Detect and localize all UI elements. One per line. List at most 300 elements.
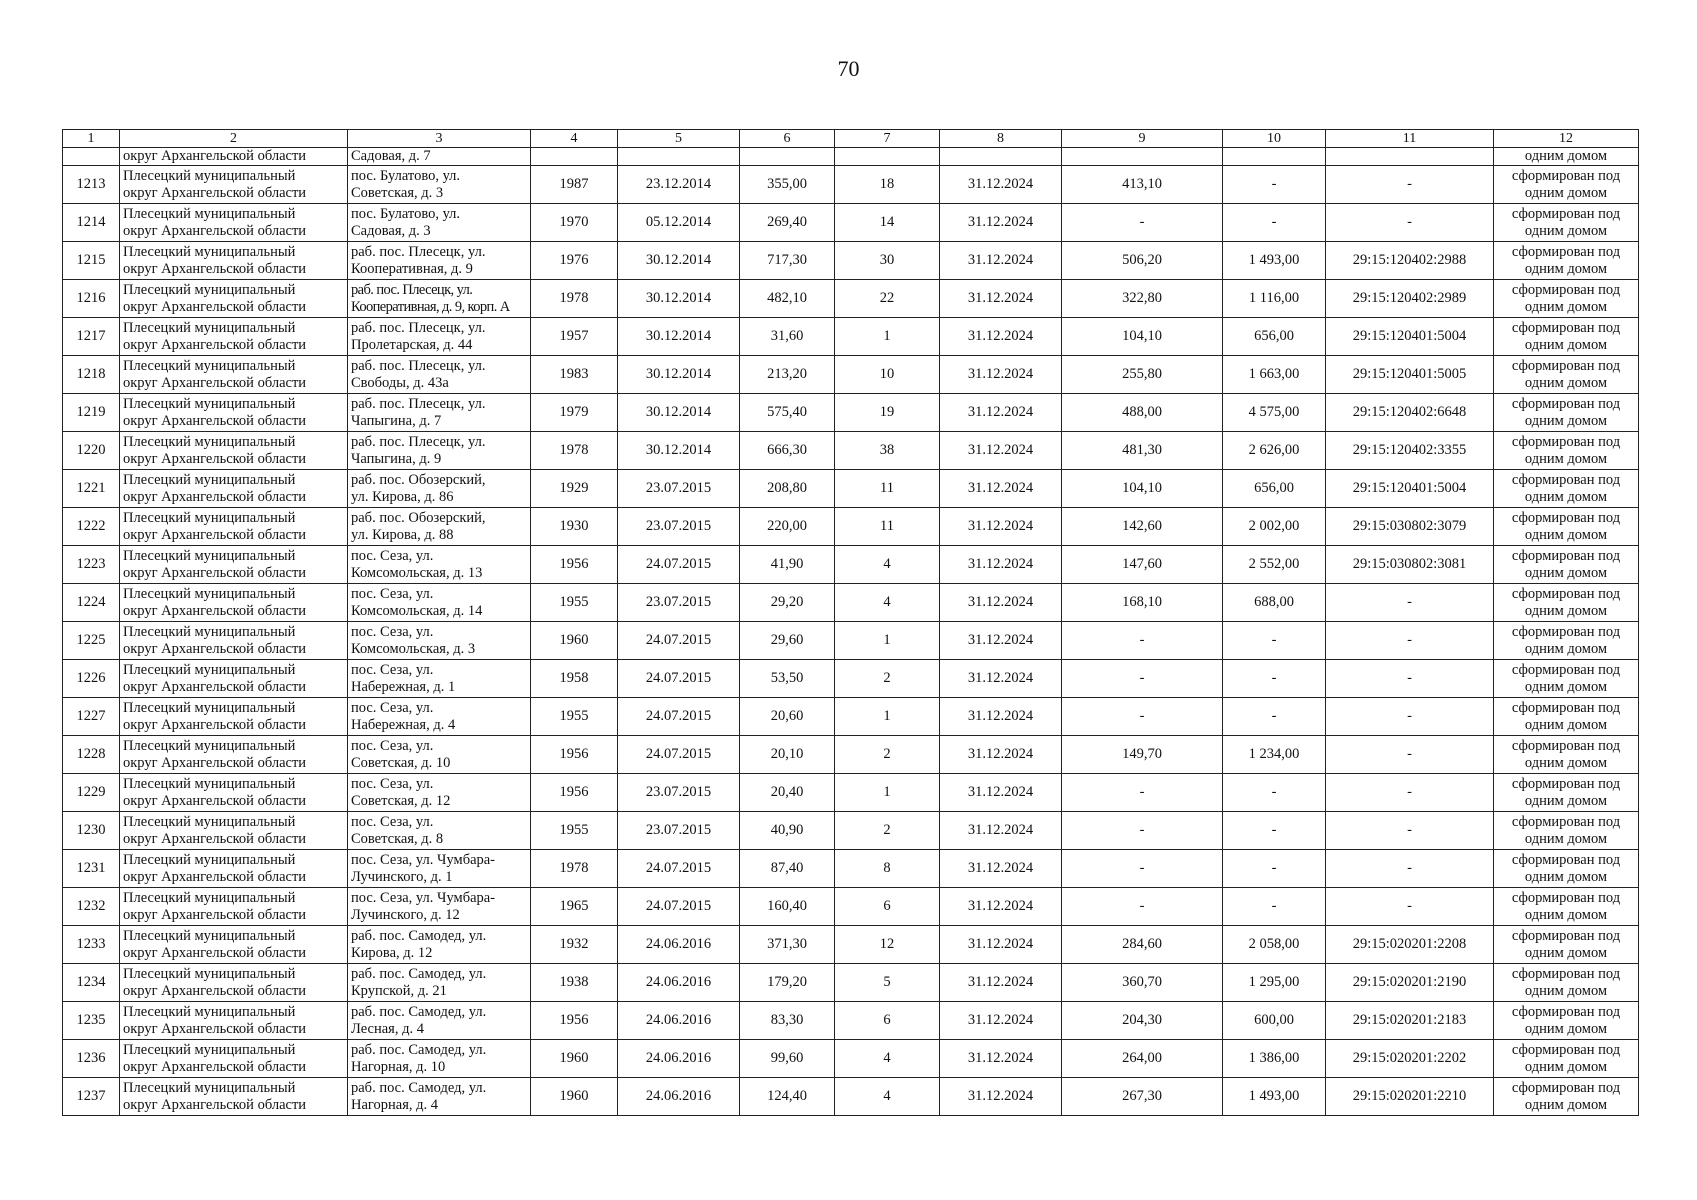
year-text: 1978 (559, 290, 589, 306)
deadline-text: 31.12.2024 (967, 366, 1034, 382)
area-text: 124,40 (767, 1088, 807, 1104)
owner-text: Плесецкий муниципальный округ Архангельской области (123, 775, 307, 809)
area-text: 213,20 (767, 366, 807, 382)
continued-empty-cell (1326, 148, 1494, 166)
table-row (63, 166, 1639, 204)
date-cell (618, 432, 740, 470)
residents-cell (835, 356, 940, 394)
table-row (63, 318, 1639, 356)
address-text: раб. пос. Самодед, ул. Лесная, д. 4 (351, 1003, 487, 1037)
owner-text: Плесецкий муниципальный округ Архангельской области (123, 889, 307, 923)
area-cell (740, 166, 835, 204)
area-cell (740, 356, 835, 394)
deadline-cell (940, 584, 1062, 622)
cadastral-number-text: 29:15:120401:5005 (1352, 366, 1467, 382)
owner-cell (120, 280, 348, 318)
year-text: 1932 (559, 936, 589, 952)
cadastral-number-text: 29:15:120402:2988 (1352, 252, 1467, 268)
year-cell (531, 318, 618, 356)
year-cell (531, 812, 618, 850)
date-cell (618, 1078, 740, 1116)
note-text: сформирован под одним домом (1511, 357, 1621, 391)
deadline-text: 31.12.2024 (967, 594, 1034, 610)
year-text: 1983 (559, 366, 589, 382)
date-text: 24.07.2015 (645, 670, 712, 686)
land-area-cell (1062, 812, 1223, 850)
deadline-text: 31.12.2024 (967, 784, 1034, 800)
residents-text: 2 (883, 822, 891, 838)
cadastral-number-text: - (1407, 594, 1412, 610)
year-text: 1955 (559, 822, 589, 838)
id-text: 1229 (76, 784, 106, 800)
owner-cell (120, 774, 348, 812)
date-text: 30.12.2014 (645, 290, 712, 306)
id-text: 1219 (76, 404, 106, 420)
address-cell (348, 546, 531, 584)
address-cell (348, 888, 531, 926)
date-text: 23.07.2015 (645, 480, 712, 496)
land-area-cell (1062, 356, 1223, 394)
owner-cell (120, 508, 348, 546)
land-area-cell (1062, 1078, 1223, 1116)
year-cell (531, 1040, 618, 1078)
owner-cell (120, 622, 348, 660)
address-cell (348, 166, 531, 204)
table-row (63, 964, 1639, 1002)
note-text: сформирован под одним домом (1511, 1041, 1621, 1075)
cadastral-number-cell (1326, 242, 1494, 280)
owner-cell (120, 812, 348, 850)
column-number: 11 (1326, 130, 1494, 148)
land-area-text: - (1139, 214, 1145, 230)
cost-text: - (1271, 670, 1277, 686)
area-text: 41,90 (770, 556, 804, 572)
continued-note-cell: одним домом (1494, 148, 1639, 166)
owner-text: Плесецкий муниципальный округ Архангельской области (123, 813, 307, 847)
owner-cell (120, 660, 348, 698)
year-cell (531, 584, 618, 622)
deadline-text: 31.12.2024 (967, 1050, 1034, 1066)
year-cell (531, 470, 618, 508)
note-text: сформирован под одним домом (1511, 851, 1621, 885)
year-cell (531, 166, 618, 204)
date-text: 24.07.2015 (645, 708, 712, 724)
cost-cell (1223, 1040, 1326, 1078)
id-cell (63, 470, 120, 508)
land-area-cell (1062, 850, 1223, 888)
cadastral-number-text: 29:15:120401:5004 (1352, 328, 1467, 344)
cadastral-number-text: - (1407, 632, 1412, 648)
land-area-cell (1062, 318, 1223, 356)
address-text: пос. Сеза, ул. Комсомольская, д. 14 (351, 585, 483, 619)
deadline-cell (940, 622, 1062, 660)
address-text: раб. пос. Обозерский, ул. Кирова, д. 86 (351, 471, 486, 505)
owner-text: Плесецкий муниципальный округ Архангельской области (123, 319, 307, 353)
address-text: раб. пос. Самодед, ул. Кирова, д. 12 (351, 927, 487, 961)
cost-text: 1 116,00 (1248, 290, 1300, 306)
cost-text: 2 552,00 (1248, 556, 1300, 572)
year-cell (531, 508, 618, 546)
residents-cell (835, 508, 940, 546)
cost-cell (1223, 660, 1326, 698)
date-cell (618, 242, 740, 280)
note-cell (1494, 812, 1639, 850)
deadline-text: 31.12.2024 (967, 860, 1034, 876)
owner-cell (120, 470, 348, 508)
column-number: 4 (531, 130, 618, 148)
land-area-text: 142,60 (1122, 518, 1162, 534)
id-cell (63, 850, 120, 888)
date-cell (618, 1002, 740, 1040)
id-cell (63, 926, 120, 964)
cost-text: 1 663,00 (1248, 366, 1300, 382)
year-text: 1956 (559, 556, 589, 572)
address-cell (348, 622, 531, 660)
area-text: 31,60 (770, 328, 804, 344)
year-text: 1930 (559, 518, 589, 534)
deadline-cell (940, 166, 1062, 204)
land-area-text: 147,60 (1122, 556, 1162, 572)
year-cell (531, 432, 618, 470)
residents-text: 4 (883, 594, 891, 610)
owner-text: Плесецкий муниципальный округ Архангельской области (123, 547, 307, 581)
note-cell (1494, 698, 1639, 736)
table-row (63, 242, 1639, 280)
area-cell (740, 888, 835, 926)
id-text: 1233 (76, 936, 106, 952)
table-body (63, 130, 1639, 1116)
date-cell (618, 964, 740, 1002)
owner-cell (120, 850, 348, 888)
cadastral-number-cell (1326, 470, 1494, 508)
id-cell (63, 242, 120, 280)
cost-cell (1223, 432, 1326, 470)
id-text: 1217 (76, 328, 106, 344)
cadastral-number-text: 29:15:020201:2190 (1352, 974, 1467, 990)
year-text: 1960 (559, 1050, 589, 1066)
owner-cell (120, 1002, 348, 1040)
land-area-cell (1062, 432, 1223, 470)
owner-text: Плесецкий муниципальный округ Архангельской области (123, 357, 307, 391)
id-text: 1222 (76, 518, 106, 534)
note-text: сформирован под одним домом (1511, 319, 1621, 353)
owner-cell (120, 166, 348, 204)
cost-text: 656,00 (1254, 480, 1294, 496)
deadline-cell (940, 204, 1062, 242)
year-text: 1929 (559, 480, 589, 496)
address-cell (348, 242, 531, 280)
date-cell (618, 1040, 740, 1078)
land-area-text: 149,70 (1122, 746, 1162, 762)
cost-text: - (1271, 708, 1277, 724)
year-cell (531, 280, 618, 318)
cadastral-number-text: 29:15:030802:3079 (1352, 518, 1467, 534)
owner-cell (120, 926, 348, 964)
year-cell (531, 1002, 618, 1040)
id-text: 1225 (76, 632, 106, 648)
residents-cell (835, 660, 940, 698)
date-text: 24.07.2015 (645, 860, 712, 876)
table-row (63, 622, 1639, 660)
area-text: 482,10 (767, 290, 807, 306)
owner-cell (120, 1040, 348, 1078)
cadastral-number-cell (1326, 1040, 1494, 1078)
note-text: сформирован под одним домом (1511, 205, 1621, 239)
date-text: 24.06.2016 (645, 1088, 712, 1104)
id-cell (63, 508, 120, 546)
date-text: 24.07.2015 (645, 556, 712, 572)
cost-cell (1223, 280, 1326, 318)
land-area-text: - (1139, 784, 1145, 800)
owner-text: Плесецкий муниципальный округ Архангельской области (123, 509, 307, 543)
land-area-text: 506,20 (1122, 252, 1162, 268)
note-cell (1494, 546, 1639, 584)
id-cell (63, 774, 120, 812)
owner-text: Плесецкий муниципальный округ Архангельской области (123, 167, 307, 201)
table-row (63, 850, 1639, 888)
deadline-text: 31.12.2024 (967, 290, 1034, 306)
residents-text: 4 (883, 1088, 891, 1104)
residents-text: 2 (883, 670, 891, 686)
column-number: 7 (835, 130, 940, 148)
area-cell (740, 850, 835, 888)
residents-cell (835, 812, 940, 850)
cadastral-number-cell (1326, 166, 1494, 204)
residents-text: 2 (883, 746, 891, 762)
land-area-text: 488,00 (1122, 404, 1162, 420)
land-area-text: 204,30 (1122, 1012, 1162, 1028)
year-cell (531, 926, 618, 964)
land-area-text: 360,70 (1122, 974, 1162, 990)
cost-cell (1223, 318, 1326, 356)
year-cell (531, 964, 618, 1002)
land-area-cell (1062, 622, 1223, 660)
land-area-text: - (1139, 822, 1145, 838)
area-cell (740, 584, 835, 622)
deadline-cell (940, 964, 1062, 1002)
cost-cell (1223, 774, 1326, 812)
id-text: 1235 (76, 1012, 106, 1028)
date-text: 23.07.2015 (645, 594, 712, 610)
residents-cell (835, 470, 940, 508)
land-area-cell (1062, 242, 1223, 280)
continued-empty-cell (740, 148, 835, 166)
note-cell (1494, 356, 1639, 394)
note-cell (1494, 660, 1639, 698)
cost-text: 600,00 (1254, 1012, 1294, 1028)
cadastral-number-cell (1326, 204, 1494, 242)
table-row (63, 280, 1639, 318)
deadline-text: 31.12.2024 (967, 746, 1034, 762)
land-area-text: - (1139, 708, 1145, 724)
deadline-cell (940, 812, 1062, 850)
area-text: 666,30 (767, 442, 807, 458)
id-cell (63, 812, 120, 850)
note-text: сформирован под одним домом (1511, 889, 1621, 923)
year-text: 1957 (559, 328, 589, 344)
address-text: пос. Булатово, ул. Советская, д. 3 (351, 167, 461, 201)
deadline-cell (940, 508, 1062, 546)
address-cell (348, 812, 531, 850)
residents-text: 14 (879, 214, 895, 230)
address-text: раб. пос. Самодед, ул. Нагорная, д. 10 (351, 1041, 487, 1075)
area-cell (740, 964, 835, 1002)
address-text: раб. пос. Плесецк, ул. Кооперативная, д. 9 (351, 243, 486, 277)
deadline-cell (940, 774, 1062, 812)
cost-cell (1223, 394, 1326, 432)
cadastral-number-cell (1326, 1078, 1494, 1116)
owner-text: Плесецкий муниципальный округ Архангельской области (123, 471, 307, 505)
cost-cell (1223, 584, 1326, 622)
id-cell (63, 280, 120, 318)
column-number: 2 (120, 130, 348, 148)
note-text: сформирован под одним домом (1511, 699, 1621, 733)
address-text: пос. Сеза, ул. Советская, д. 12 (351, 775, 451, 809)
column-number-row (63, 130, 1639, 148)
deadline-cell (940, 1002, 1062, 1040)
year-cell (531, 660, 618, 698)
table-row (63, 1002, 1639, 1040)
table-row (63, 888, 1639, 926)
table-row (63, 1078, 1639, 1116)
cost-cell (1223, 1002, 1326, 1040)
cadastral-number-text: - (1407, 822, 1412, 838)
land-area-cell (1062, 394, 1223, 432)
land-area-cell (1062, 204, 1223, 242)
year-text: 1978 (559, 860, 589, 876)
address-text: раб. пос. Плесецк, ул. Чапыгина, д. 7 (351, 395, 486, 429)
id-text: 1228 (76, 746, 106, 762)
deadline-text: 31.12.2024 (967, 1088, 1034, 1104)
owner-text: Плесецкий муниципальный округ Архангельской области (123, 699, 307, 733)
cost-cell (1223, 888, 1326, 926)
address-text: раб. пос. Плесецк, ул. Кооперативная, д. 9, корп. А (351, 281, 510, 315)
note-text: сформирован под одним домом (1511, 281, 1621, 315)
residents-cell (835, 394, 940, 432)
note-cell (1494, 888, 1639, 926)
land-area-text: - (1139, 860, 1145, 876)
address-text: пос. Сеза, ул. Чумбара- Лучинского, д. 12 (351, 889, 496, 923)
note-text: сформирован под одним домом (1511, 167, 1621, 201)
date-text: 30.12.2014 (645, 442, 712, 458)
id-text: 1237 (76, 1088, 106, 1104)
id-cell (63, 394, 120, 432)
address-cell (348, 964, 531, 1002)
owner-cell (120, 204, 348, 242)
owner-text: Плесецкий муниципальный округ Архангельской области (123, 1079, 307, 1113)
area-cell (740, 1002, 835, 1040)
note-cell (1494, 318, 1639, 356)
cadastral-number-text: - (1407, 860, 1412, 876)
table-row (63, 470, 1639, 508)
year-text: 1960 (559, 632, 589, 648)
note-cell (1494, 584, 1639, 622)
table-row (63, 774, 1639, 812)
deadline-cell (940, 318, 1062, 356)
note-cell (1494, 1002, 1639, 1040)
area-cell (740, 432, 835, 470)
date-cell (618, 774, 740, 812)
cost-cell (1223, 470, 1326, 508)
note-text: сформирован под одним домом (1511, 547, 1621, 581)
cost-text: 2 058,00 (1248, 936, 1300, 952)
owner-cell (120, 964, 348, 1002)
area-cell (740, 546, 835, 584)
table-row (63, 356, 1639, 394)
id-text: 1226 (76, 670, 106, 686)
cadastral-number-text: 29:15:020201:2208 (1352, 936, 1467, 952)
owner-text: Плесецкий муниципальный округ Архангельской области (123, 395, 307, 429)
area-text: 179,20 (767, 974, 807, 990)
id-text: 1231 (76, 860, 106, 876)
deadline-cell (940, 926, 1062, 964)
area-text: 20,60 (770, 708, 804, 724)
year-cell (531, 546, 618, 584)
id-cell (63, 1078, 120, 1116)
deadline-cell (940, 736, 1062, 774)
owner-text: Плесецкий муниципальный округ Архангельской области (123, 737, 307, 771)
date-cell (618, 926, 740, 964)
note-cell (1494, 166, 1639, 204)
deadline-text: 31.12.2024 (967, 404, 1034, 420)
id-text: 1220 (76, 442, 106, 458)
residents-cell (835, 1078, 940, 1116)
area-text: 717,30 (767, 252, 807, 268)
cost-text: 4 575,00 (1248, 404, 1300, 420)
deadline-text: 31.12.2024 (967, 176, 1034, 192)
year-cell (531, 736, 618, 774)
residents-text: 6 (883, 1012, 891, 1028)
residents-text: 6 (883, 898, 891, 914)
address-cell (348, 1040, 531, 1078)
deadline-cell (940, 888, 1062, 926)
area-text: 29,60 (770, 632, 804, 648)
owner-cell (120, 736, 348, 774)
cadastral-number-cell (1326, 318, 1494, 356)
cadastral-number-text: - (1407, 898, 1412, 914)
year-text: 1970 (559, 214, 589, 230)
year-cell (531, 622, 618, 660)
date-cell (618, 584, 740, 622)
deadline-text: 31.12.2024 (967, 936, 1034, 952)
cost-text: 1 493,00 (1248, 252, 1300, 268)
table-row (63, 508, 1639, 546)
deadline-cell (940, 1078, 1062, 1116)
address-cell (348, 356, 531, 394)
residents-cell (835, 622, 940, 660)
residents-text: 11 (880, 518, 894, 534)
column-number: 5 (618, 130, 740, 148)
id-cell (63, 166, 120, 204)
year-text: 1955 (559, 708, 589, 724)
land-area-text: 104,10 (1122, 328, 1162, 344)
residents-cell (835, 698, 940, 736)
table-row (63, 736, 1639, 774)
note-cell (1494, 432, 1639, 470)
cost-text: 688,00 (1254, 594, 1294, 610)
cost-text: - (1271, 784, 1277, 800)
residents-cell (835, 964, 940, 1002)
area-cell (740, 736, 835, 774)
residents-text: 30 (879, 252, 895, 268)
continued-empty-cell (531, 148, 618, 166)
date-cell (618, 394, 740, 432)
owner-cell (120, 888, 348, 926)
land-area-text: - (1139, 632, 1145, 648)
deadline-cell (940, 432, 1062, 470)
land-area-cell (1062, 1002, 1223, 1040)
cadastral-number-cell (1326, 432, 1494, 470)
